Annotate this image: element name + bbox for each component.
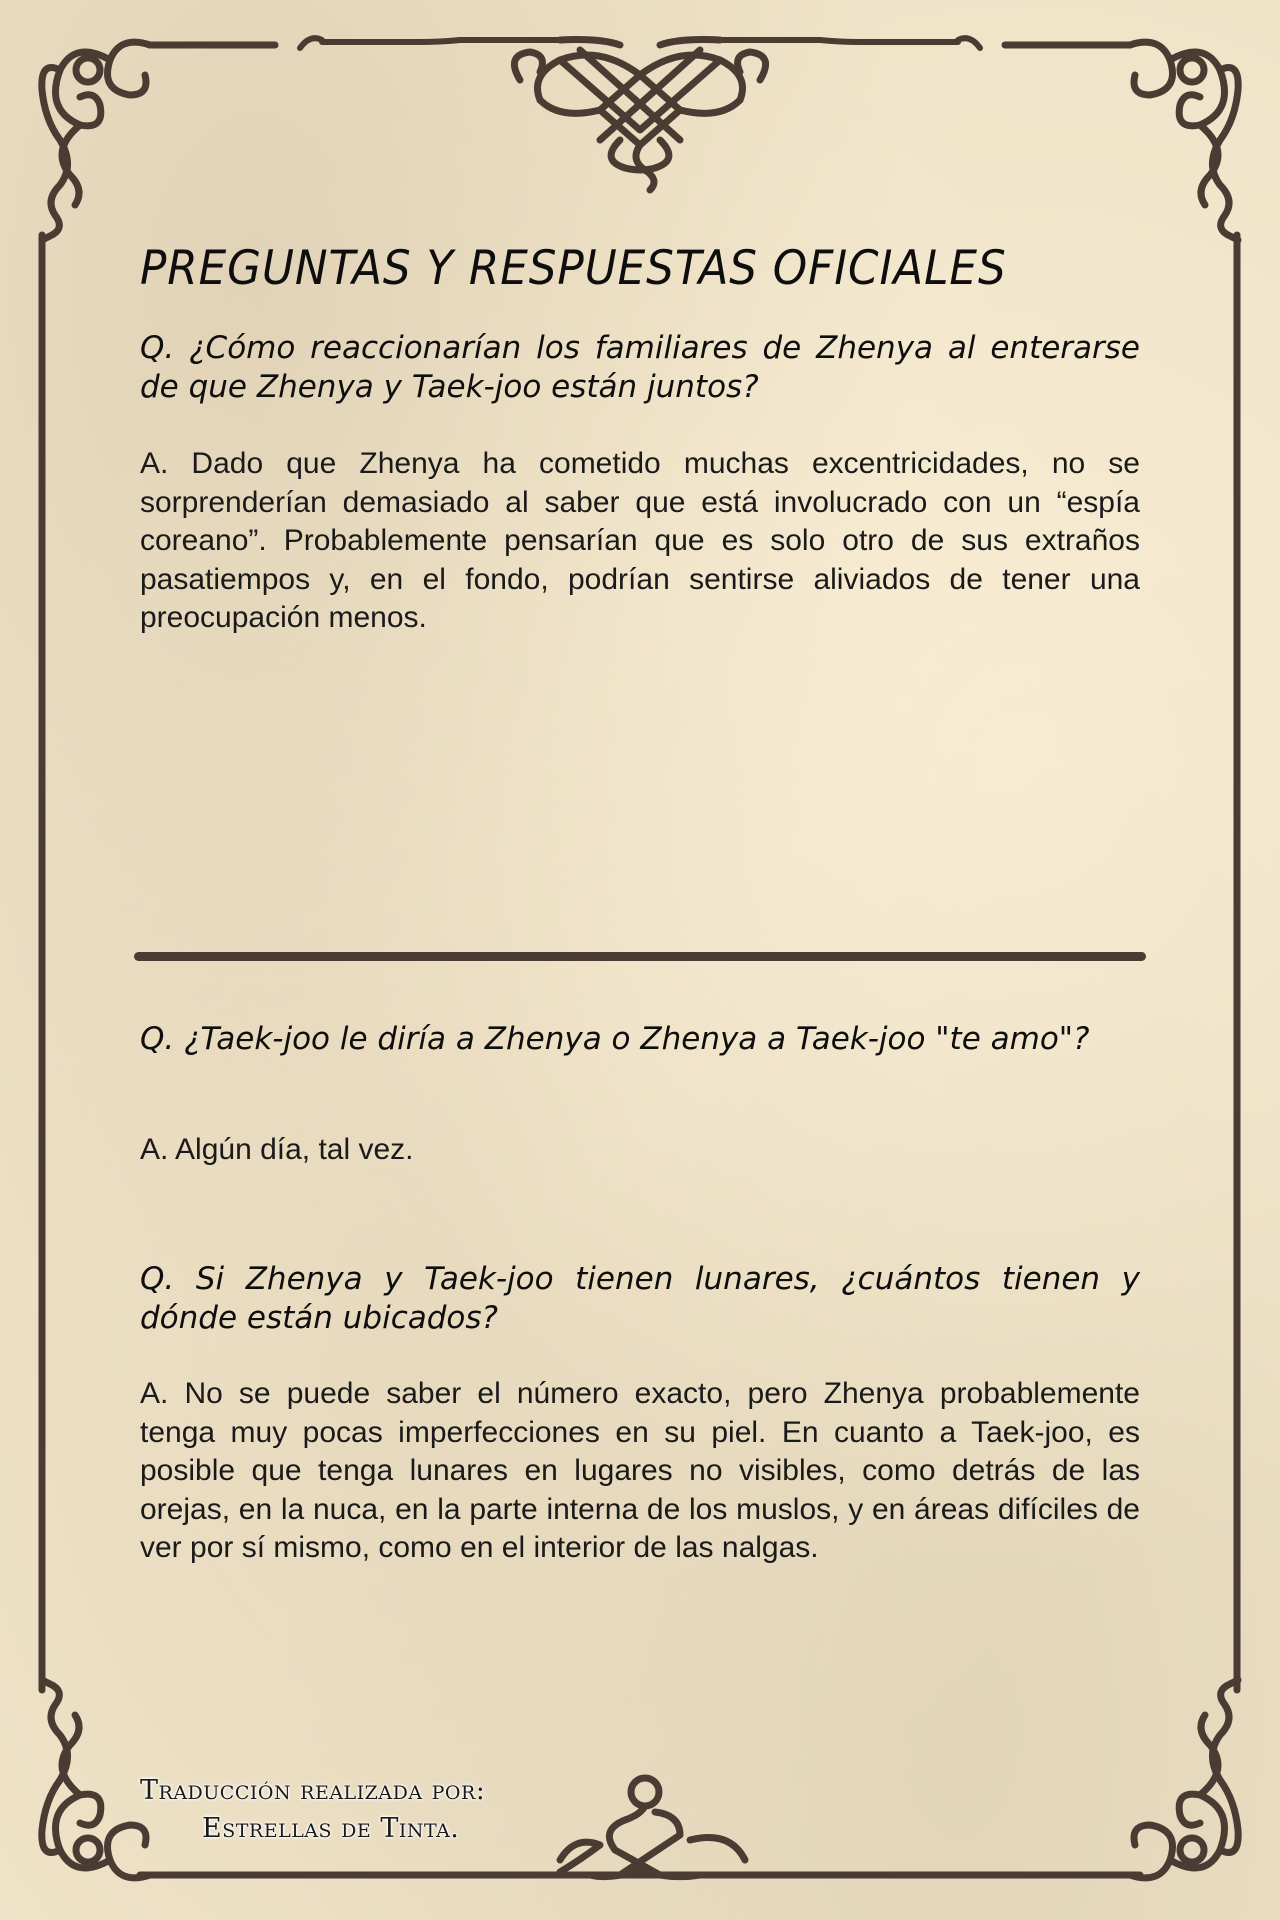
page-title: PREGUNTAS Y RESPUESTAS OFICIALES: [140, 241, 1007, 297]
credit-line-2: Estrellas de Tinta.: [202, 1813, 460, 1844]
credit-line-1: Traducción realizada por:: [140, 1775, 486, 1806]
section-divider: [134, 952, 1146, 961]
corner-flourish-bottom-right: [1130, 1680, 1238, 1878]
corner-flourish-bottom-left: [42, 1680, 150, 1878]
celtic-knot-top-center: [514, 40, 765, 190]
answer-3: A. No se puede saber el número exacto, pero Zhenya probablemente tenga muy pocas imperfecciones en su piel. En cuanto a Taek-joo, es posible que tenga lunares en lugares no visibles, como detrás de las orejas, en la nuca, en la parte interna de los muslos, y en áreas difíciles de ver por sí mismo, como en el interior de las nalgas.: [140, 1377, 1140, 1564]
answer-1: A. Dado que Zhenya ha cometido muchas excentricidades, no se sorprenderían demasiado al saber que está involucrado con un “espía coreano”. Probablemente pensarían que es solo otro de sus extraños pasatiempos y, en el fondo, podrían sentirse aliviados de tener una preocupación menos.: [140, 447, 1140, 634]
answer-2: A. Algún día, tal vez.: [140, 1133, 414, 1166]
question-3: Q. Si Zhenya y Taek-joo tienen lunares, ¿cuántos tienen y dónde están ubicados?: [140, 1261, 1140, 1336]
question-2: Q. ¿Taek-joo le diría a Zhenya o Zhenya a Taek-joo "te amo"?: [140, 1021, 1090, 1057]
corner-flourish-top-left: [42, 42, 150, 240]
knot-bottom-center: [560, 1778, 745, 1877]
question-1: Q. ¿Cómo reaccionarían los familiares de Zhenya al enterarse de que Zhenya y Taek-joo están juntos?: [140, 330, 1140, 405]
corner-flourish-top-right: [1130, 42, 1238, 240]
